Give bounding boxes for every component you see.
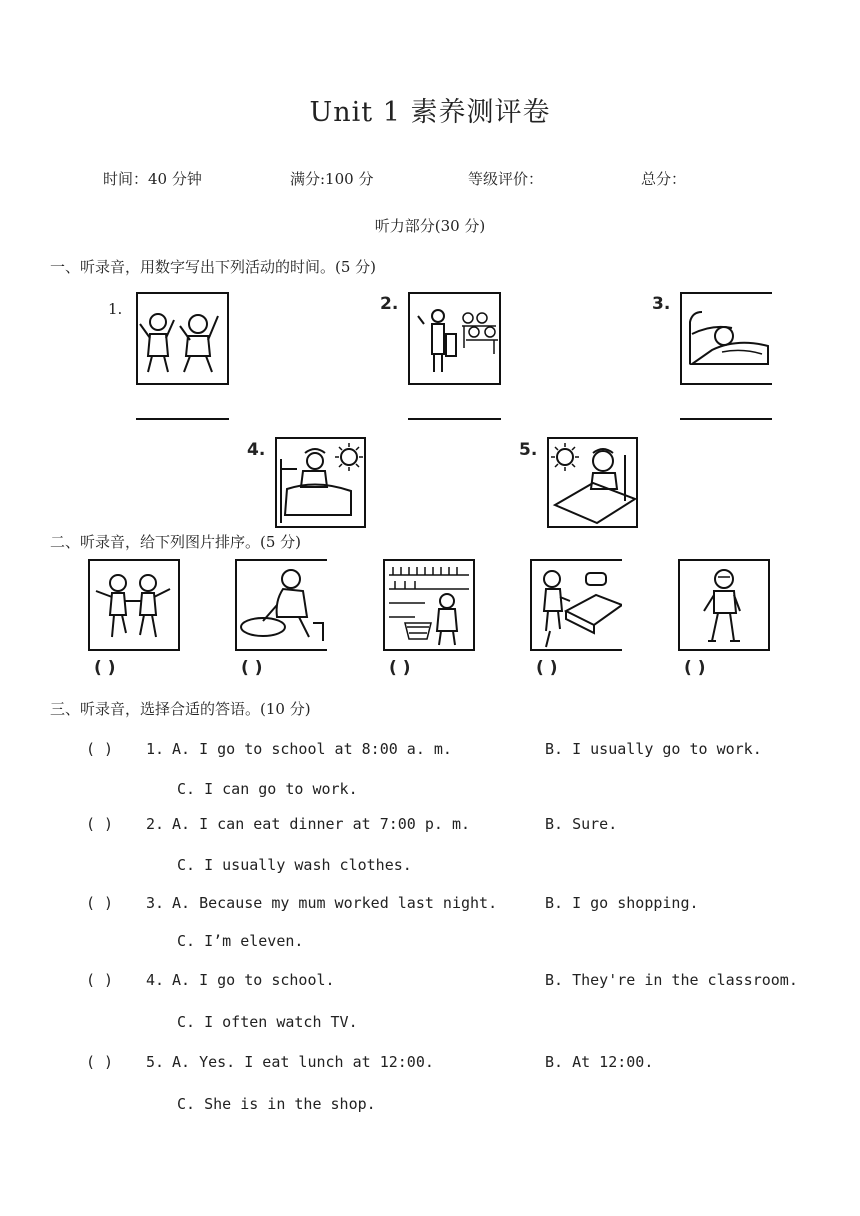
answer-bracket[interactable]: ( ) [86, 1053, 114, 1071]
item-number: 1. [108, 300, 123, 318]
order-bracket[interactable]: ( ) [241, 658, 263, 678]
girl-waking-up-icon [275, 437, 366, 528]
teacher-in-classroom-icon [408, 292, 501, 385]
grade-evaluation: 等级评价： [468, 170, 544, 188]
question-number: 2. [146, 815, 165, 833]
section1-title: 一、听录音，用数字写出下列活动的时间。(5 分) [50, 258, 377, 276]
option-c: C. I usually wash clothes. [177, 856, 412, 874]
item-number: 2. [380, 294, 399, 314]
page-title: Unit 1 素养测评卷 [309, 97, 551, 128]
order-bracket[interactable]: ( ) [684, 658, 706, 678]
answer-line[interactable] [680, 418, 772, 420]
section3-title: 三、听录音，选择合适的答语。(10 分) [50, 700, 311, 718]
option-b: B. I usually go to work. [545, 740, 762, 758]
answer-bracket[interactable]: ( ) [86, 740, 114, 758]
total-score: 总分： [641, 170, 687, 188]
option-b: B. I go shopping. [545, 894, 699, 912]
section2-title: 二、听录音，给下列图片排序。(5 分) [50, 533, 302, 551]
time-limit: 时间：40 分钟 [103, 170, 202, 188]
order-bracket[interactable]: ( ) [389, 658, 411, 678]
answer-line[interactable] [408, 418, 501, 420]
full-score: 满分:100 分 [290, 170, 374, 188]
item-number: 5. [519, 440, 538, 460]
option-c: C. I can go to work. [177, 780, 358, 798]
girl-cleaning-icon [530, 559, 622, 651]
man-walking-icon [678, 559, 770, 651]
option-a: A. I go to school. [172, 971, 335, 989]
boy-eating-icon [547, 437, 638, 528]
option-c: C. I often watch TV. [177, 1013, 358, 1031]
question-number: 5. [146, 1053, 165, 1071]
woman-washing-clothes-icon [235, 559, 327, 651]
two-kids-exercising-icon [136, 292, 229, 385]
question-number: 4. [146, 971, 165, 989]
item-number: 3. [652, 294, 671, 314]
option-c: C. I’m eleven. [177, 932, 304, 950]
option-c: C. She is in the shop. [177, 1095, 376, 1113]
answer-bracket[interactable]: ( ) [86, 971, 114, 989]
shopping-in-supermarket-icon [383, 559, 475, 651]
order-bracket[interactable]: ( ) [536, 658, 558, 678]
question-number: 1. [146, 740, 165, 758]
option-a: A. Yes. I eat lunch at 12:00. [172, 1053, 434, 1071]
order-bracket[interactable]: ( ) [94, 658, 116, 678]
option-a: A. I go to school at 8:00 a. m. [172, 740, 452, 758]
item-number: 4. [247, 440, 266, 460]
listening-heading: 听力部分(30 分) [374, 217, 486, 235]
option-a: A. Because my mum worked last night. [172, 894, 498, 912]
option-b: B. Sure. [545, 815, 618, 833]
answer-line[interactable] [136, 418, 229, 420]
child-sleeping-icon [680, 292, 772, 385]
option-b: B. They're in the classroom. [545, 971, 798, 989]
option-b: B. At 12:00. [545, 1053, 654, 1071]
children-dancing-icon [88, 559, 180, 651]
answer-bracket[interactable]: ( ) [86, 815, 114, 833]
question-number: 3. [146, 894, 165, 912]
answer-bracket[interactable]: ( ) [86, 894, 114, 912]
option-a: A. I can eat dinner at 7:00 p. m. [172, 815, 471, 833]
